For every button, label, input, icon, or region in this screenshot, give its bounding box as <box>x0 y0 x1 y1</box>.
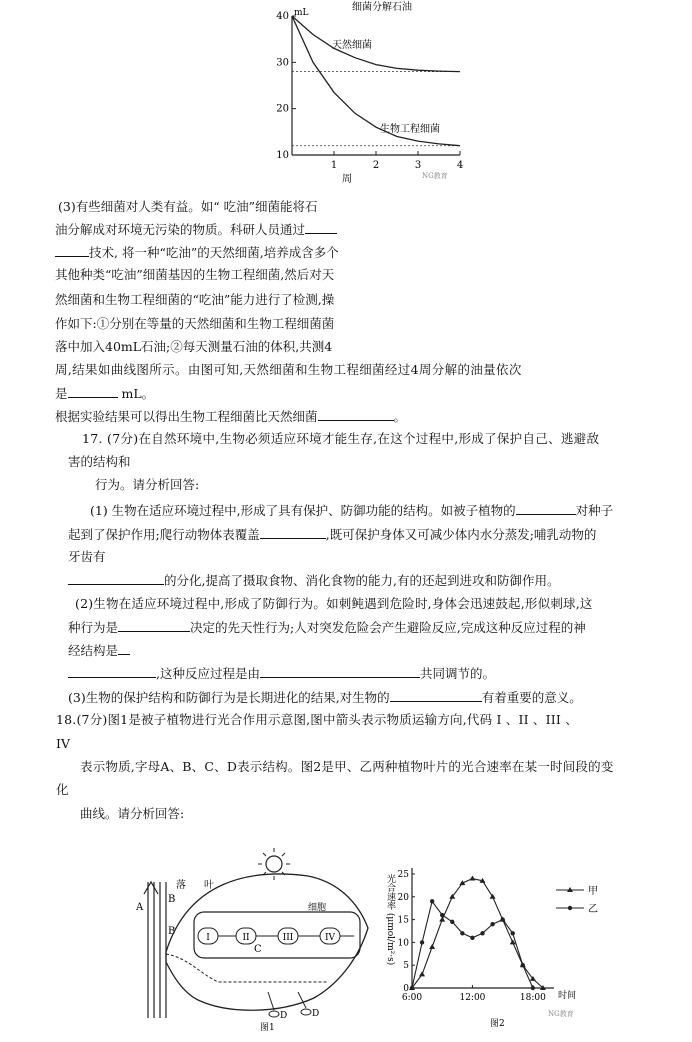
chart2-ytick-label: 5 <box>403 961 409 972</box>
text-line-24 <box>56 736 70 752</box>
chart2-watermark: NG教育 <box>548 1010 574 1018</box>
roman-label-4: IV <box>324 933 336 943</box>
text-l8: 周,结果如曲线图所示。由图可知,天然细菌和生物工程细菌经过4周分解的油量依次 <box>55 362 522 377</box>
stem-vessels <box>144 882 166 1018</box>
text-line-7 <box>55 339 332 355</box>
chart2-xtick-label: 6:00 <box>401 993 423 1003</box>
text-line-22 <box>68 689 582 706</box>
chart1-xtick-label: 2 <box>372 160 380 171</box>
chart2-point-yi <box>490 922 494 926</box>
text-line-26 <box>56 782 69 798</box>
text-l4: 其他种类“吃油”细菌基因的生物工程细菌,然后对天 <box>55 267 335 282</box>
text-l18: (2)生物在适应环境过程中,形成了防御行为。如刺鲀遇到危险时,身体会迅速鼓起,形似刺球,这 <box>75 596 593 611</box>
blank-behavior-basis[interactable] <box>118 619 190 632</box>
label-B2: B <box>168 926 176 937</box>
text-line-12 <box>68 454 131 470</box>
text-line-6 <box>55 316 334 332</box>
text-l7: 落中加入40mL石油;②每天测量石油的体积,共测4 <box>55 339 333 354</box>
chart2-point-yi <box>460 931 464 935</box>
chart2-point-yi <box>500 917 504 921</box>
text-l25: 表示物质,字母A、B、C、D表示结构。图2是甲、乙两种植物叶片的光合速率在某一时间段的变 <box>80 759 614 774</box>
blank-oil-amount[interactable] <box>68 385 118 398</box>
chart2-ytick-label: 25 <box>397 870 409 880</box>
text-l23: 18.(7分)图1是被子植物进行光合作用示意图,图中箭头表示物质运输方向,代码 I 、II 、III 、 <box>56 712 578 727</box>
chart1-watermark: NG教育 <box>422 172 448 180</box>
blank-nerve-structure-b[interactable] <box>68 665 156 678</box>
chart1-series-natural <box>292 16 460 72</box>
blank-regulation[interactable] <box>260 665 420 678</box>
blank-reptile-cover[interactable] <box>260 526 326 539</box>
chart2-series-yi <box>412 901 533 988</box>
text-l10b: 。 <box>393 409 407 424</box>
text-l2: 油分解成对环境无污染的物质。科研人员通过 <box>55 222 306 237</box>
chart1-oil-decomposition <box>262 0 502 186</box>
text-l3: 技术, 将一种“吃油”的天然细菌,培养成含多个 <box>89 245 339 260</box>
chart2-caption: 图2 <box>490 1019 505 1029</box>
chart2-point-yi <box>440 913 444 917</box>
text-l13: 行为。请分析回答: <box>95 477 200 492</box>
chart1-ylabel: mL <box>294 8 309 18</box>
chart2-point-yi <box>470 936 474 940</box>
chart1-ytick-label: 40 <box>276 11 289 22</box>
text-l19a: 种行为是 <box>68 620 119 635</box>
text-l9b: mL。 <box>117 386 155 401</box>
text-l11: 17. (7分)在自然环境中,生物必须适应环境才能生存,在这个过程中,形成了保护自己、逃避敌 <box>82 431 600 446</box>
text-l17: 的分化,提高了摄取食物、消化食物的能力,有的还起到进攻和防御作用。 <box>164 573 560 588</box>
text-line-8 <box>55 362 522 378</box>
chart2-photosynthesis-rate <box>380 860 620 1036</box>
text-l10a: 根据实验结果可以得出生物工程细菌比天然细菌 <box>55 409 318 424</box>
chart2-point-yi <box>521 963 525 967</box>
chart2-xtick-label: 12:00 <box>459 993 486 1003</box>
label-A: A <box>136 902 144 913</box>
chart2-point-yi <box>450 920 454 924</box>
chart2-point-jia <box>439 917 445 922</box>
text-l12: 害的结构和 <box>68 454 131 469</box>
text-l15b: ,既可保护身体又可减少体内水分蒸发;哺乳动物的 <box>325 527 597 542</box>
figure1-leaf-diagram <box>128 842 378 1032</box>
text-line-1 <box>58 199 317 215</box>
chart2-point-yi <box>531 986 535 990</box>
text-line-27 <box>80 806 184 822</box>
text-l9a: 是 <box>55 386 68 401</box>
text-line-14 <box>90 502 613 519</box>
chart2-xlabel: 时间 <box>558 991 577 1001</box>
chart2-xtick-label: 18:00 <box>519 993 546 1003</box>
text-l16: 牙齿有 <box>68 549 106 564</box>
chart1-series-label-engineered: 生物工程细菌 <box>380 124 440 135</box>
roman-label-1: I <box>206 933 210 943</box>
chart2-ytick-label: 20 <box>397 892 409 903</box>
text-l15a: 起到了保护作用;爬行动物体表覆盖 <box>68 527 260 542</box>
label-ye: 叶 <box>204 880 214 891</box>
chart1-ytick-label: 20 <box>276 103 289 115</box>
text-line-16 <box>68 549 106 565</box>
chart2-point-yi <box>480 931 484 935</box>
text-line-13 <box>95 477 199 493</box>
blank-seed-protection[interactable] <box>516 502 576 515</box>
chart2-point-yi <box>430 899 434 903</box>
blank-nerve-structure-a[interactable] <box>118 642 130 655</box>
text-line-4 <box>55 267 334 283</box>
text-l14b: 对种子 <box>575 503 614 518</box>
text-l21b: 共同调节的。 <box>419 666 495 681</box>
chart2-series-jia <box>412 879 543 988</box>
chart2-point-yi <box>410 986 414 990</box>
blank-tooth-types[interactable] <box>68 572 164 585</box>
label-xibao: 细胞 <box>308 903 327 913</box>
chart1-title: 细菌分解石油 <box>352 2 412 13</box>
chart1-xtick-label: 1 <box>330 160 338 171</box>
roman-label-3: III <box>282 933 294 943</box>
text-line-20 <box>68 642 130 659</box>
text-l19b: 决定的先天性行为;人对突发危险会产生避险反应,完成这种反应过程的神 <box>190 620 586 635</box>
text-line-2 <box>55 221 337 238</box>
stomata-icon <box>268 992 311 1017</box>
chart1-xtick-label: 3 <box>414 160 422 171</box>
chart2-point-jia <box>419 971 425 976</box>
text-l5: 然细菌和生物工程细菌的“吃油”能力进行了检测,操 <box>55 292 335 307</box>
text-line-5 <box>55 292 334 308</box>
text-line-11 <box>82 431 599 447</box>
chart2-point-yi <box>511 931 515 935</box>
chart1-ytick-label: 30 <box>276 57 289 69</box>
chart2-ylabel: 光合速率 (μmol/m²·s) <box>385 874 395 966</box>
chart1-series-label-natural: 天然细菌 <box>332 40 372 51</box>
chart2-legend-marker-yi <box>568 906 572 910</box>
text-line-19 <box>68 619 586 636</box>
blank-significance[interactable] <box>390 689 482 702</box>
label-D2: D <box>312 1009 320 1019</box>
label-C: C <box>254 944 262 955</box>
blank-technology-a[interactable] <box>305 221 337 234</box>
chart1-xtick-label: 4 <box>456 160 464 171</box>
text-line-9 <box>55 385 154 402</box>
chart2-legend-label: 乙 <box>588 904 598 915</box>
text-l14a: (1) 生物在适应环境过程中,形成了具有保护、防御功能的结构。如被子植物的 <box>90 503 516 518</box>
text-line-17 <box>68 572 559 589</box>
blank-technology-b[interactable] <box>55 244 89 257</box>
text-l22a: (3)生物的保护结构和防御行为是长期进化的结果,对生物的 <box>68 690 390 705</box>
text-line-10 <box>55 408 406 425</box>
text-l27: 曲线。请分析回答: <box>80 806 185 821</box>
chart2-ytick-label: 15 <box>397 915 409 926</box>
label-luo: 落 <box>176 880 186 891</box>
figure1-caption: 图1 <box>260 1023 275 1032</box>
blank-conclusion[interactable] <box>318 408 394 421</box>
text-l20: 经结构是 <box>68 643 119 658</box>
chart2-point-jia <box>490 894 496 899</box>
chart2-point-jia <box>429 944 435 949</box>
chart2-ytick-label: 0 <box>403 984 409 994</box>
chart2-point-yi <box>420 940 424 944</box>
label-D1: D <box>280 1011 288 1021</box>
text-l1: (3)有些细菌对人类有益。如“ 吃油”细菌能将石 <box>58 199 318 214</box>
chart1-ytick-label: 10 <box>276 150 289 161</box>
text-l22b: 有着重要的意义。 <box>481 690 582 705</box>
text-l6: 作如下:①分别在等量的天然细菌和生物工程细菌菌 <box>55 316 335 331</box>
chart1-xlabel: 周 <box>342 174 352 185</box>
text-line-21 <box>68 665 495 682</box>
text-line-3 <box>55 244 339 261</box>
text-line-25 <box>80 759 614 775</box>
text-l21a: ,这种反应过程是由 <box>156 666 260 681</box>
text-line-23 <box>56 712 578 728</box>
chart2-legend-label: 甲 <box>588 886 598 897</box>
chart2-point-jia <box>469 876 475 881</box>
roman-label-2: II <box>242 933 250 943</box>
chart2-ytick-label: 10 <box>397 938 409 949</box>
label-B: B <box>168 894 176 905</box>
text-l24: IV <box>56 736 70 751</box>
text-line-15 <box>68 526 596 543</box>
text-line-18 <box>75 596 593 612</box>
text-l26: 化 <box>56 782 69 797</box>
